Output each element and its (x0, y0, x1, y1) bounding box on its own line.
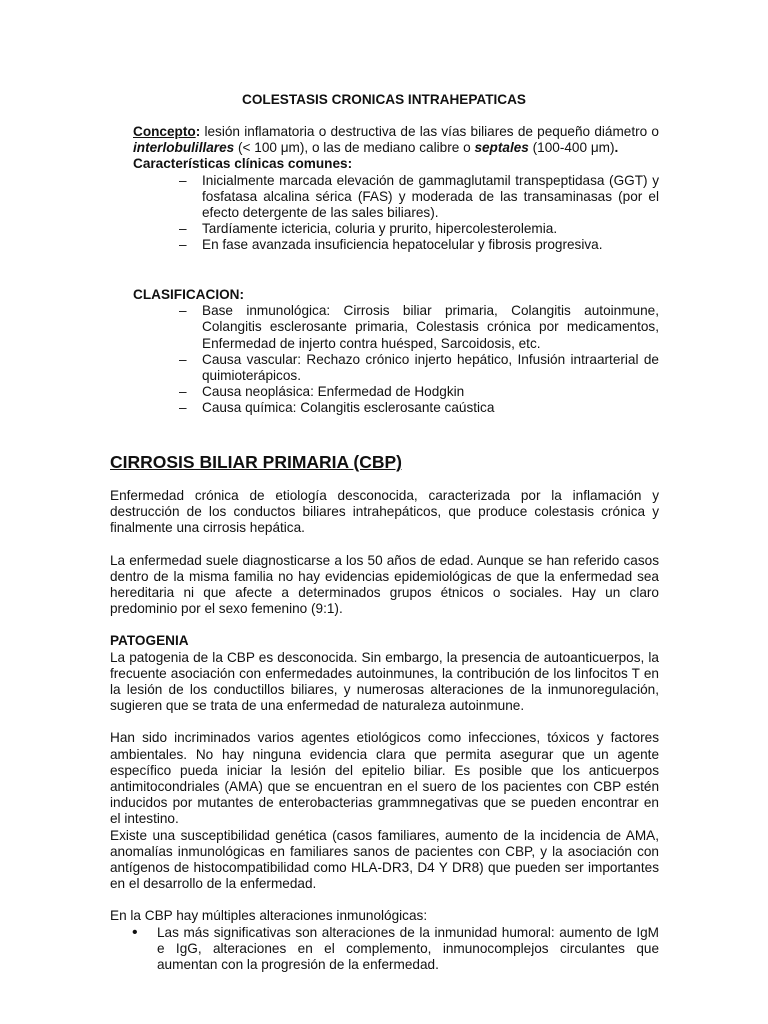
list-item: • Las más significativas son alteraciones de la inmunidad humoral: aumento de IgM e IgG, alteraciones en el complemento, inmunocomplejos circulantes que aumentan con la progresión de la enfermedad. (110, 925, 659, 974)
cbp-paragraph-1: Enfermedad crónica de etiología desconocida, caracterizada por la inflamación y destrucción de los conductos biliares intrahepáticos, que produce colestasis crónica y finalmente una cirrosis hepática. (110, 488, 659, 536)
cbp-paragraph-2: La enfermedad suele diagnosticarse a los 50 años de edad. Aunque se han referido casos dentro de la misma familia no hay evidencias epidemiológicas de que la enfermedad sea hereditaria ni que afecte a determinados grupos étnicos o sociales. Hay un claro predominio por el sexo femenino (9:1). (110, 552, 659, 617)
list-item: – Causa neoplásica: Enfermedad de Hodgkin (133, 384, 659, 400)
concepto-label: Concepto (133, 124, 196, 139)
list-item: – Causa química: Colangitis esclerosante caústica (133, 400, 659, 416)
document-title: COLESTASIS CRONICAS INTRAHEPATICAS (242, 92, 526, 107)
clasificacion-section (133, 287, 659, 417)
patogenia-paragraph-1: La patogenia de la CBP es desconocida. Sin embargo, la presencia de autoanticuerpos, la frecuente asociación con enfermedades autoinmunes, la contribución de los linfocitos T en la lesión de los conductillos biliares, y numerosas alteraciones de la inmunoregulación, sugieren que se trata de una enfermedad de naturaleza autoinmune. (110, 649, 659, 714)
patogenia-paragraph-2: Han sido incriminados varios agentes etiológicos como infecciones, tóxicos y factores ambientales. No hay ninguna evidencia clara que permita asegurar que un agente específico pueda iniciar la lesión del epitelio biliar. Es posible que los anticuerpos antimitocondriales (AMA) que se encuentran en el suero de los pacientes con CBP estén inducidos por mutantes de enterobacterias grammnegativas que se pueden encontrar en el intestino. (110, 730, 659, 827)
caracteristicas-list (0, 173, 659, 254)
list-item: – Tardíamente ictericia, coluria y prurito, hipercolesterolemia. (133, 221, 659, 237)
clasificacion-heading: CLASIFICACION: (133, 287, 245, 302)
patogenia-heading: PATOGENIA (110, 633, 189, 649)
cbp-heading: CIRROSIS BILIAR PRIMARIA (CBP) (110, 452, 402, 472)
alteraciones-list (110, 925, 659, 974)
concepto-paragraph: Concepto: lesión inflamatoria o destructiva de las vías biliares de pequeño diámetro o interlobulillares (< 100 μm), o las de mediano calibre o septales (100-400 μm). (133, 124, 659, 156)
list-item: – Inicialmente marcada elevación de gammaglutamil transpeptidasa (GGT) y fosfatasa alcalina sérica (FAS) y moderada de las transaminasas (por el efecto detergente de las sales biliares). (133, 173, 659, 222)
patogenia-paragraph-3: Existe una susceptibilidad genética (casos familiares, aumento de la incidencia de AMA, anomalías inmunológicas en familiares sanos de pacientes con CBP, y la asociación con antígenos de histocompatibilidad como HLA-DR3, D4 Y DR8) que pueden ser importantes en el desarrollo de la enfermedad. (110, 827, 659, 892)
cbp-body (110, 488, 659, 973)
alteraciones-intro: En la CBP hay múltiples alteraciones inmunológicas: (110, 908, 428, 924)
clasificacion-list (133, 303, 659, 416)
list-item: – En fase avanzada insuficiencia hepatocelular y fibrosis progresiva. (133, 237, 659, 253)
concepto-section (133, 124, 659, 254)
caracteristicas-heading: Características clínicas comunes: (133, 156, 353, 172)
list-item: – Causa vascular: Rechazo crónico injerto hepático, Infusión intraarterial de quimioterápicos. (133, 352, 659, 384)
list-item: – Base inmunológica: Cirrosis biliar primaria, Colangitis autoinmune, Colangitis esclerosante primaria, Colestasis crónica por medicamentos, Enfermedad de injerto contra huésped, Sarcoidosis, etc. (133, 303, 659, 352)
